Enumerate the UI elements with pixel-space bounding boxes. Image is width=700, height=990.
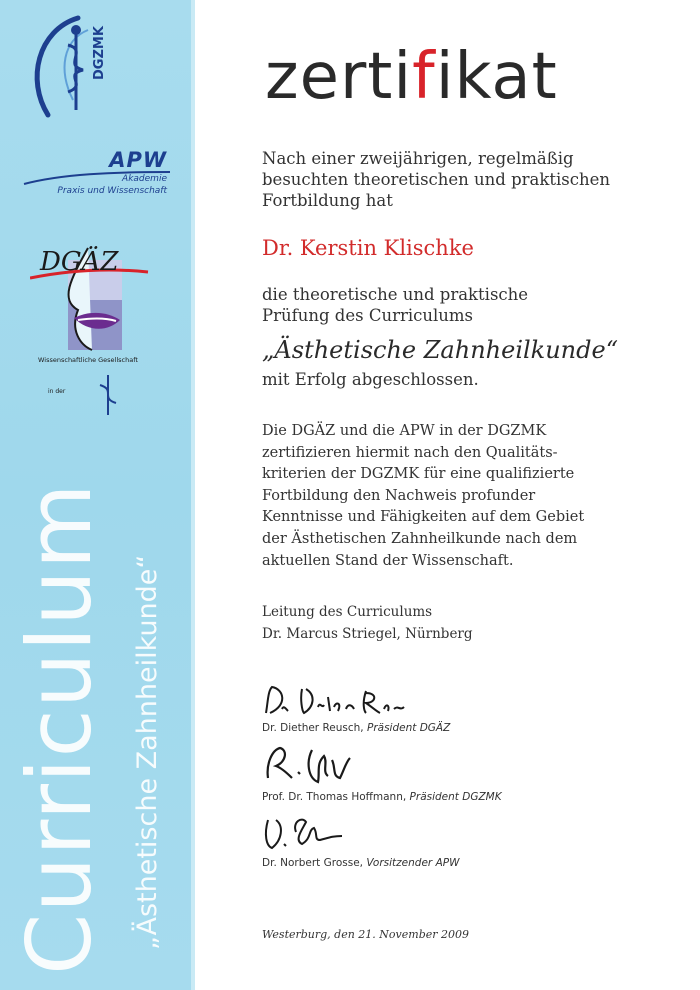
exam-line: Prüfung des Curriculums — [262, 306, 474, 325]
signature-grosse — [262, 810, 382, 854]
dgaez-caption-society: Wissenschaftliche Gesellschaft — [38, 356, 138, 364]
certification-body — [262, 421, 682, 572]
apw-subtitle-1: Akademie — [122, 174, 167, 184]
title-part-2: ikat — [435, 40, 558, 114]
sidebar-vertical-title: Curriculum — [8, 482, 111, 975]
signatory-role: Präsident DGZMK — [409, 791, 502, 803]
exam-paragraph — [262, 284, 682, 326]
leadership-label: Leitung des Curriculums — [262, 604, 433, 620]
signature-reusch — [262, 683, 442, 719]
signatory-grosse — [262, 857, 459, 869]
body-line: der Ästhetischen Zahnheilkunde nach dem — [262, 530, 578, 547]
recipient-name: Dr. Kerstin Klischke — [262, 236, 474, 260]
body-line: zertifizieren hiermit nach den Qualitäts- — [262, 444, 558, 461]
dgaez-logo-text: DGÄZ — [40, 247, 119, 277]
intro-line: besuchten theoretischen und praktischen — [262, 170, 611, 189]
apw-logo-text: APW — [109, 148, 167, 172]
title-part-1: zerti — [265, 40, 413, 114]
dgzmk-logo-text: DGZMK — [92, 26, 107, 80]
dgaez-lips-icon — [30, 240, 170, 425]
leadership-name: Dr. Marcus Striegel, Nürnberg — [262, 626, 473, 642]
apw-logo — [22, 148, 172, 208]
intro-paragraph — [262, 148, 682, 211]
apw-subtitle-2: Praxis und Wissenschaft — [57, 186, 167, 196]
body-line: Fortbildung den Nachweis profunder — [262, 487, 536, 504]
apw-swoosh-icon — [22, 148, 172, 208]
sidebar-edge — [191, 0, 195, 990]
intro-line: Nach einer zweijährigen, regelmäßig — [262, 149, 574, 168]
dgzmk-emblem-icon — [18, 10, 128, 130]
signatory-hoffmann — [262, 791, 502, 803]
intro-line: Fortbildung hat — [262, 191, 393, 210]
dgzmk-logo — [18, 10, 128, 130]
certificate-title — [265, 40, 558, 114]
exam-line: die theoretische und praktische — [262, 285, 529, 304]
place-and-date: Westerburg, den 21. November 2009 — [262, 928, 469, 941]
success-line: mit Erfolg abgeschlossen. — [262, 370, 479, 389]
dgaez-logo — [30, 240, 170, 425]
signatory-role: Vorsitzender APW — [366, 857, 460, 869]
signatory-name: Dr. Diether Reusch, — [262, 722, 367, 734]
body-line: Kenntnisse und Fähigkeiten auf dem Gebiet — [262, 509, 585, 526]
course-title: „Ästhetische Zahnheilkunde“ — [262, 336, 618, 364]
signatory-name: Prof. Dr. Thomas Hoffmann, — [262, 791, 410, 803]
signature-hoffmann — [262, 742, 382, 788]
signatory-role: Präsident DGÄZ — [366, 722, 451, 734]
signatory-name: Dr. Norbert Grosse, — [262, 857, 367, 869]
signatory-reusch — [262, 722, 450, 734]
title-accent-letter: f — [412, 40, 436, 114]
body-line: Die DGÄZ und die APW in der DGZMK — [262, 423, 547, 439]
body-line: kriterien der DGZMK für eine qualifizierte — [262, 466, 575, 483]
dgaez-caption-in-der: in der — [48, 388, 66, 395]
body-line: aktuellen Stand der Wissenschaft. — [262, 552, 514, 569]
sidebar-vertical-subtitle: „Ästhetische Zahnheilkunde“ — [132, 554, 163, 950]
sidebar-band — [0, 0, 195, 990]
